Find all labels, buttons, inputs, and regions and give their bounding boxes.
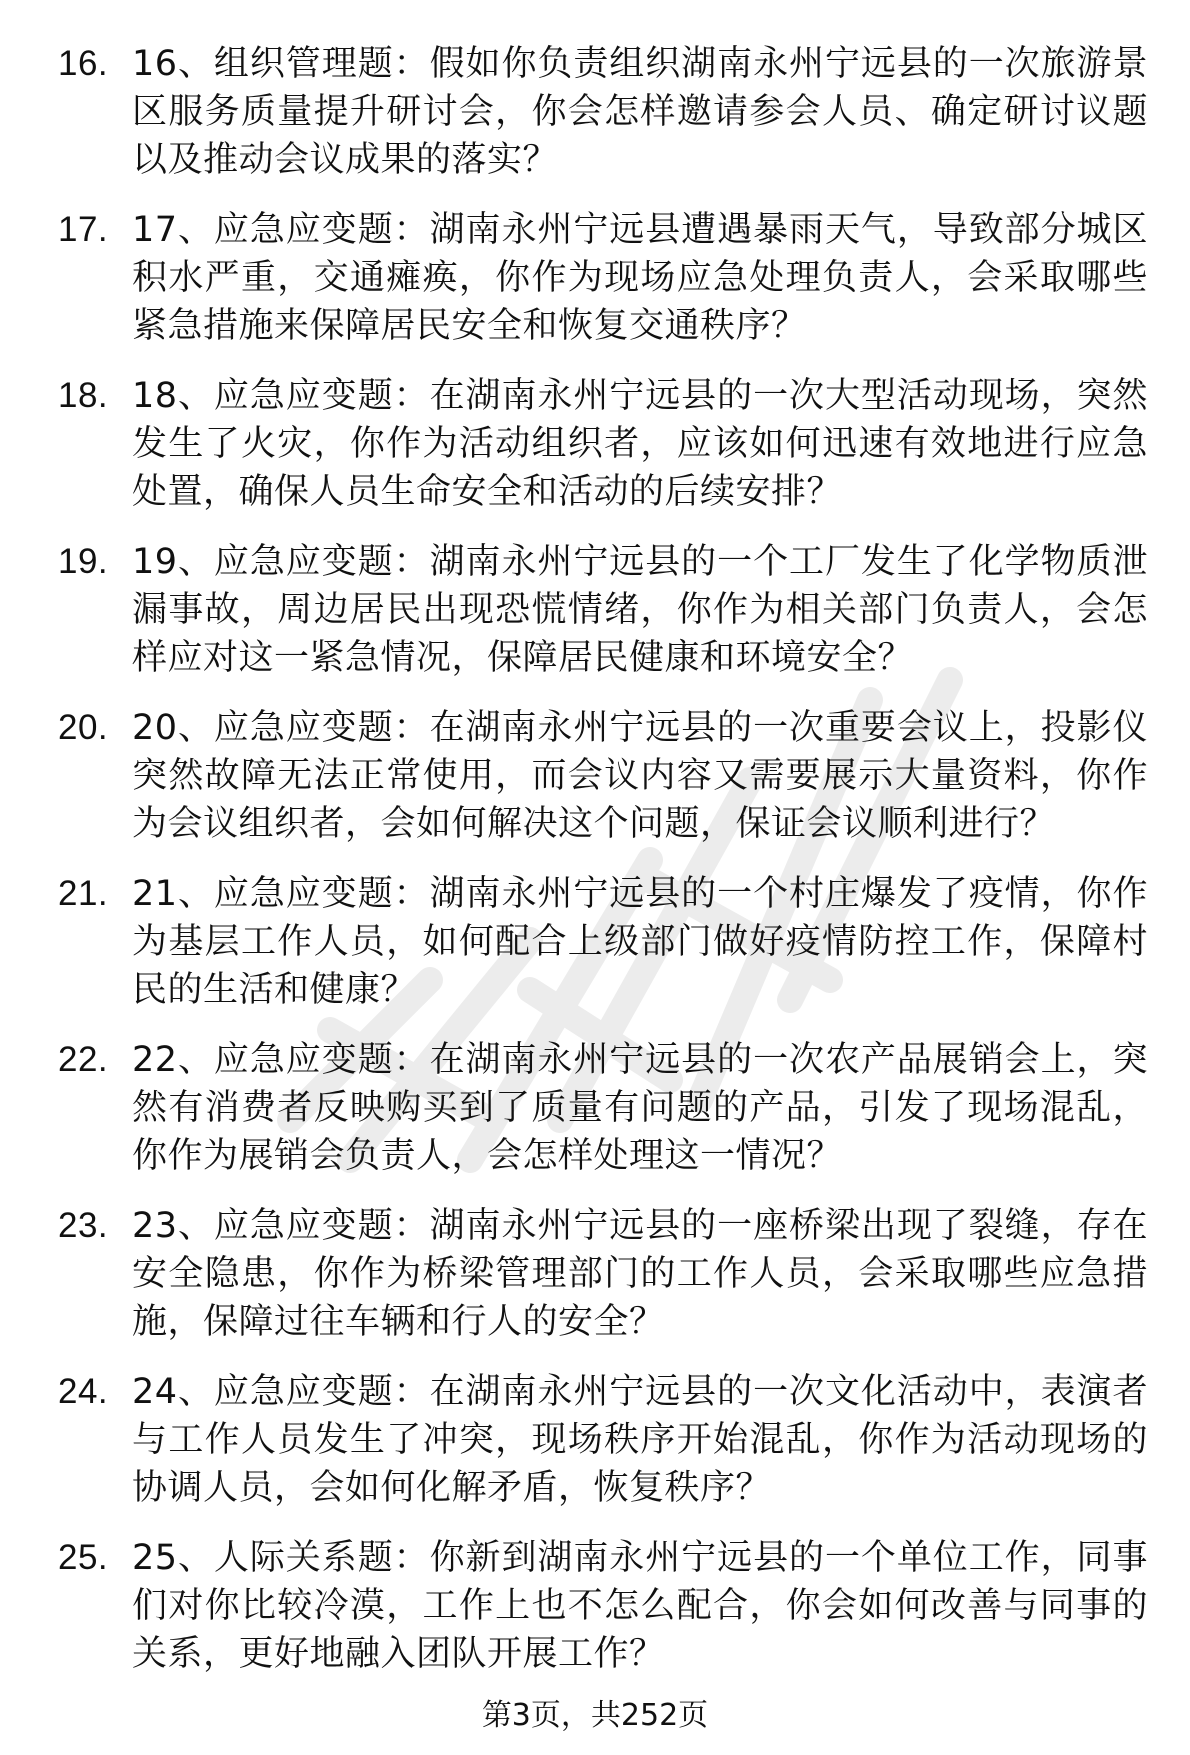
question-text: 23、应急应变题：湖南永州宁远县的一座桥梁出现了裂缝，存在安全隐患，你作为桥梁管理部门的工作人员，会采取哪些应急措施，保障过往车辆和行人的安全？ [132,1206,1148,1342]
question-text: 19、应急应变题：湖南永州宁远县的一个工厂发生了化学物质泄漏事故，周边居民出现恐慌情绪，你作为相关部门负责人，会怎样应对这一紧急情况，保障居民健康和环境安全？ [132,542,1148,678]
question-number: 21. [58,874,109,913]
page-number-label: 第3页，共252页 [481,1698,709,1733]
question-text: 16、组织管理题：假如你负责组织湖南永州宁远县的一次旅游景区服务质量提升研讨会，你会怎样邀请参会人员、确定研讨议题以及推动会议成果的落实？ [132,44,1148,180]
question-item [58,372,1148,516]
question-text: 20、应急应变题：在湖南永州宁远县的一次重要会议上，投影仪突然故障无法正常使用，而会议内容又需要展示大量资料，你作为会议组织者，会如何解决这个问题，保证会议顺利进行？ [132,708,1148,844]
question-list [58,40,1148,1700]
question-number: 23. [58,1206,109,1245]
question-text: 25、人际关系题：你新到湖南永州宁远县的一个单位工作，同事们对你比较冷漠，工作上也不怎么配合，你会如何改善与同事的关系，更好地融入团队开展工作？ [132,1538,1148,1674]
question-number: 25. [58,1538,109,1577]
question-item [58,1368,1148,1512]
question-text: 22、应急应变题：在湖南永州宁远县的一次农产品展销会上，突然有消费者反映购买到了质量有问题的产品，引发了现场混乱，你作为展销会负责人，会怎样处理这一情况？ [132,1040,1148,1176]
question-item [58,206,1148,350]
question-item [58,1202,1148,1346]
question-item [58,1036,1148,1180]
question-item [58,40,1148,184]
question-number: 17. [58,210,109,249]
question-number: 22. [58,1040,109,1079]
question-item [58,538,1148,682]
question-text: 18、应急应变题：在湖南永州宁远县的一次大型活动现场，突然发生了火灾，你作为活动组织者，应该如何迅速有效地进行应急处置，确保人员生命安全和活动的后续安排？ [132,376,1148,512]
question-number: 16. [58,44,109,83]
question-text: 21、应急应变题：湖南永州宁远县的一个村庄爆发了疫情，你作为基层工作人员，如何配合上级部门做好疫情防控工作，保障村民的生活和健康？ [132,874,1148,1010]
question-item [58,1534,1148,1678]
question-number: 24. [58,1372,109,1411]
question-item [58,704,1148,848]
question-text: 24、应急应变题：在湖南永州宁远县的一次文化活动中，表演者与工作人员发生了冲突，现场秩序开始混乱，你作为活动现场的协调人员，会如何化解矛盾，恢复秩序？ [132,1372,1148,1508]
question-number: 19. [58,542,109,581]
question-item [58,870,1148,1014]
question-text: 17、应急应变题：湖南永州宁远县遭遇暴雨天气，导致部分城区积水严重，交通瘫痪，你作为现场应急处理负责人，会采取哪些紧急措施来保障居民安全和恢复交通秩序？ [132,210,1148,346]
question-number: 18. [58,376,109,415]
question-number: 20. [58,708,109,747]
page-footer [0,1696,1190,1736]
